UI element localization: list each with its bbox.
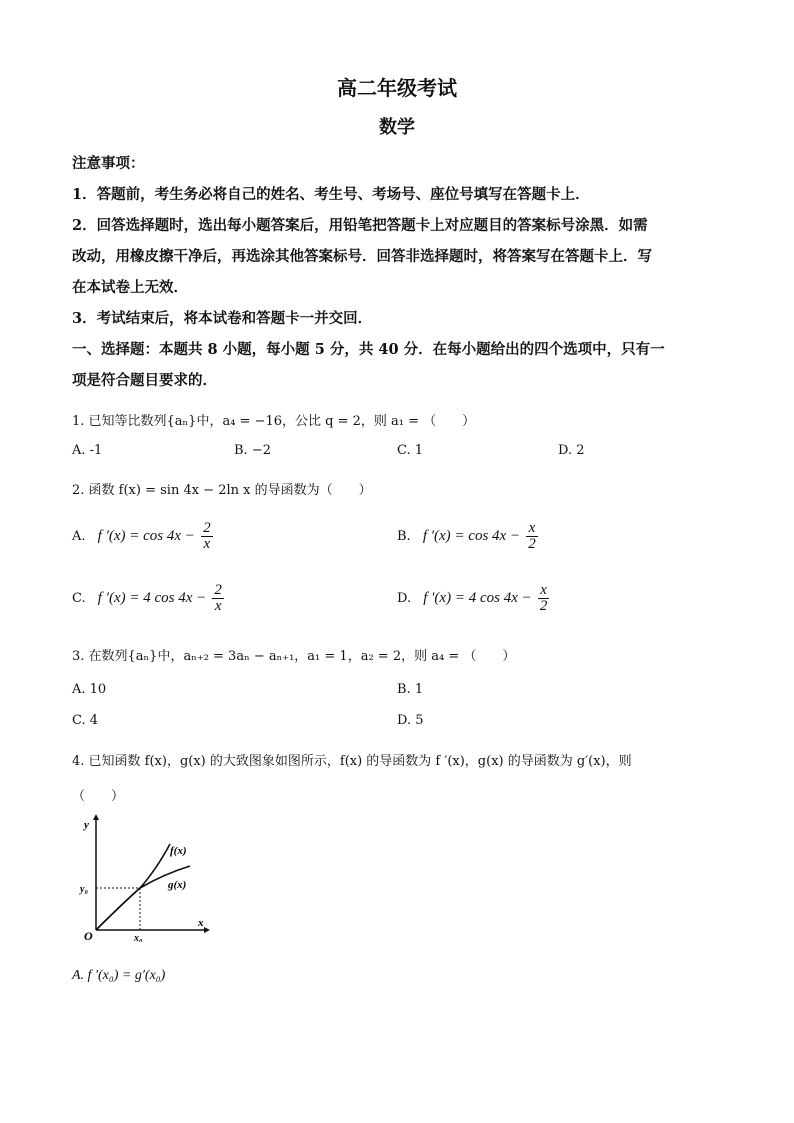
option-d-numerator: x bbox=[538, 583, 550, 599]
y-axis-label: y bbox=[84, 819, 89, 831]
option-b-denominator: 2 bbox=[528, 536, 536, 552]
subject-title: 数学 bbox=[379, 117, 415, 138]
x-axis-arrow bbox=[204, 927, 210, 933]
option-a-fraction bbox=[201, 521, 213, 552]
notice-item-2-line-3: 在本试卷上无效． bbox=[72, 279, 188, 296]
question-1-option-c: C. 1 bbox=[397, 443, 424, 458]
curve-g bbox=[96, 866, 190, 930]
question-3-option-c: C. 4 bbox=[72, 713, 99, 728]
origin-label: O bbox=[84, 929, 93, 942]
question-2-option-b bbox=[397, 521, 540, 552]
question-2-option-d bbox=[397, 583, 551, 614]
curve-f bbox=[96, 844, 170, 930]
x0-label: x₀ bbox=[134, 933, 143, 942]
section-heading-line-2: 项是符合题目要求的． bbox=[72, 372, 217, 389]
question-4-text-line-1: 4. 已知函数 f(x)，g(x) 的大致图象如图所示，f(x) 的导函数为 f ′(x)，g(x) 的导函数为 g′(x)，则 bbox=[72, 754, 632, 769]
function-graph-svg bbox=[72, 812, 212, 942]
x-axis-label: x bbox=[198, 917, 204, 929]
question-4-option-a: A. f ′(x₀) = g′(x₀) bbox=[72, 968, 166, 983]
question-2-text: 2. 函数 f(x) = sin 4x − 2ln x 的导函数为（ ） bbox=[72, 483, 372, 498]
option-a-numerator: 2 bbox=[203, 520, 211, 536]
question-2-option-c bbox=[72, 583, 226, 614]
option-b-numerator: x bbox=[526, 521, 538, 537]
exam-title: 高二年级考试 bbox=[337, 76, 457, 100]
question-3-text: 3. 在数列{aₙ}中，aₙ₊₂ = 3aₙ − aₙ₊₁，a₁ = 1，a₂ = 2，则 a₄ = （ ） bbox=[72, 649, 516, 664]
option-a-expression: f ′(x) = cos 4x − bbox=[97, 528, 195, 544]
notice-item-1: 1．答题前，考生务必将自己的姓名、考生号、考场号、座位号填写在答题卡上． bbox=[72, 186, 590, 203]
option-d-denominator: 2 bbox=[539, 598, 548, 614]
option-c-label: C. bbox=[72, 591, 86, 606]
question-3-option-d: D. 5 bbox=[397, 713, 424, 728]
option-c-fraction bbox=[212, 583, 224, 614]
option-a-label: A. bbox=[72, 529, 86, 544]
option-c-denominator: x bbox=[214, 598, 222, 614]
section-heading-line-1: 一、选择题：本题共 8 小题，每小题 5 分，共 40 分．在每小题给出的四个选项中，只有一 bbox=[72, 341, 665, 358]
y-axis-arrow bbox=[93, 814, 99, 820]
option-c-expression: f ′(x) = 4 cos 4x − bbox=[97, 590, 207, 606]
option-d-fraction bbox=[538, 583, 550, 614]
option-d-expression: f ′(x) = 4 cos 4x − bbox=[423, 590, 532, 606]
notice-item-2-line-1: 2．回答选择题时，选出每小题答案后，用铅笔把答题卡上对应题目的答案标号涂黑．如需 bbox=[72, 217, 648, 234]
notice-heading: 注意事项： bbox=[72, 155, 145, 172]
option-b-label: B. bbox=[397, 529, 411, 544]
option-b-fraction bbox=[526, 521, 538, 552]
question-3-option-b: B. 1 bbox=[397, 682, 424, 697]
option-a-denominator: x bbox=[203, 536, 211, 552]
question-1-text: 1. 已知等比数列{aₙ}中，a₄ = −16，公比 q = 2，则 a₁ = （ ） bbox=[72, 414, 476, 429]
function-graph bbox=[72, 812, 212, 946]
option-b-expression: f ′(x) = cos 4x − bbox=[422, 528, 521, 544]
question-1-option-d: D. 2 bbox=[558, 443, 585, 458]
question-3-option-a: A. 10 bbox=[72, 682, 107, 697]
g-curve-label: g(x) bbox=[168, 879, 187, 891]
option-d-label: D. bbox=[397, 591, 412, 606]
y0-label: y₀ bbox=[80, 884, 88, 895]
notice-item-2-line-2: 改动，用橡皮擦干净后，再选涂其他答案标号．回答非选择题时，将答案写在答题卡上．写 bbox=[72, 248, 652, 265]
notice-item-3: 3．考试结束后，将本试卷和答题卡一并交回． bbox=[72, 310, 373, 327]
question-1-option-b: B. −2 bbox=[234, 443, 271, 458]
question-4-text-line-2: （ ） bbox=[72, 789, 125, 804]
f-curve-label: f(x) bbox=[170, 845, 187, 857]
option-c-numerator: 2 bbox=[214, 582, 222, 598]
question-1-option-a: A. -1 bbox=[72, 443, 103, 458]
question-2-option-a bbox=[72, 521, 215, 552]
